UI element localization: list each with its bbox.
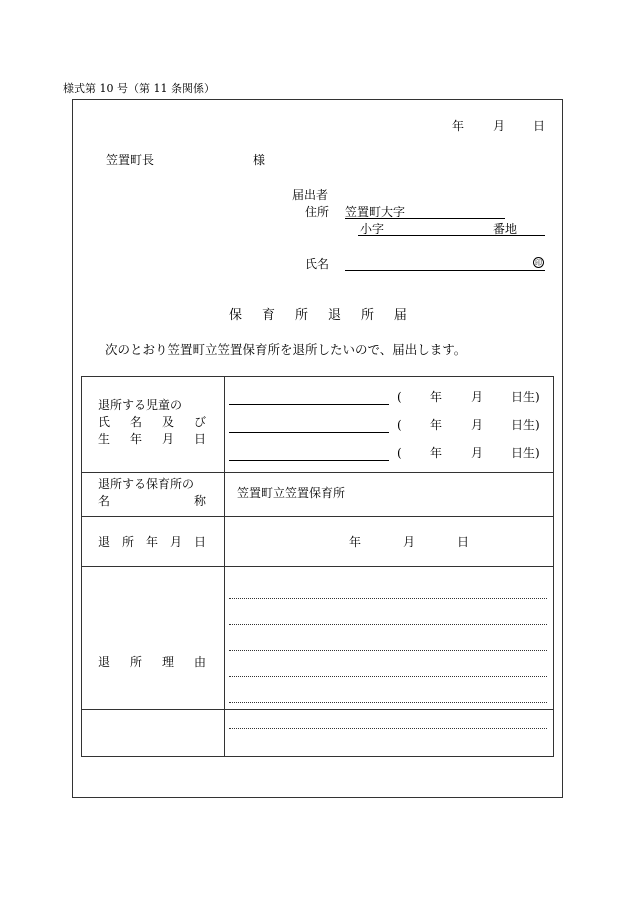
subarea-label: 小字 (360, 222, 385, 236)
child-name-line (229, 432, 389, 433)
reason-line (229, 702, 547, 703)
address-underline (345, 218, 505, 219)
applicant-heading: 届出者 (292, 188, 329, 202)
birth-month: 月 (471, 390, 484, 404)
reason-label: 退 所 理 由 (98, 655, 206, 669)
birth-open: ( (397, 446, 402, 460)
table-row-divider (82, 566, 553, 567)
birth-day: 日生) (511, 418, 540, 432)
child-name-line (229, 460, 389, 461)
birth-year: 年 (430, 418, 443, 432)
withdraw-month: 月 (403, 535, 416, 549)
birth-year: 年 (430, 446, 443, 460)
intro-text: 次のとおり笠置町立笠置保育所を退所したいので、届出します。 (105, 342, 467, 357)
reason-line (229, 676, 547, 677)
lot-label: 番地 (493, 222, 518, 236)
child-name-line (229, 404, 389, 405)
address-label: 住所 (305, 205, 330, 219)
table-row-divider (82, 516, 553, 517)
birth-month: 月 (471, 446, 484, 460)
name-underline (345, 270, 545, 271)
form-reference: 様式第 10 号（第 11 条関係） (63, 82, 215, 95)
reason-line (229, 598, 547, 599)
withdraw-year: 年 (349, 535, 362, 549)
child-label-line2: 氏 名 及 び (98, 415, 206, 429)
seal-mark: 印 (535, 259, 542, 267)
date-month-label: 月 (493, 119, 506, 133)
reason-line (229, 624, 547, 625)
table-row-divider (82, 709, 553, 710)
withdraw-date-label: 退 所 年 月 日 (98, 535, 206, 549)
birth-month: 月 (471, 418, 484, 432)
form-title: 保 育 所 退 所 届 (229, 308, 407, 323)
date-year-label: 年 (452, 119, 465, 133)
date-day-label: 日 (533, 119, 546, 133)
addressee-name: 笠置町長 (106, 153, 155, 167)
nursery-value: 笠置町立笠置保育所 (237, 486, 346, 500)
child-label-line1: 退所する児童の (98, 398, 183, 412)
birth-open: ( (397, 418, 402, 432)
address-value: 笠置町大字 (345, 205, 406, 219)
reason-line (229, 728, 547, 729)
addressee-honorific: 様 (253, 153, 266, 167)
birth-day: 日生) (511, 390, 540, 404)
withdraw-day: 日 (457, 535, 470, 549)
nursery-label-line2: 名 称 (98, 494, 206, 508)
nursery-label-line1: 退所する保育所の (98, 477, 195, 491)
birth-year: 年 (430, 390, 443, 404)
subarea-underline (358, 235, 545, 236)
reason-line (229, 650, 547, 651)
birth-day: 日生) (511, 446, 540, 460)
table-row-divider (82, 472, 553, 473)
child-label-line3: 生 年 月 日 (98, 432, 206, 446)
name-label: 氏名 (305, 257, 330, 271)
birth-open: ( (397, 390, 402, 404)
